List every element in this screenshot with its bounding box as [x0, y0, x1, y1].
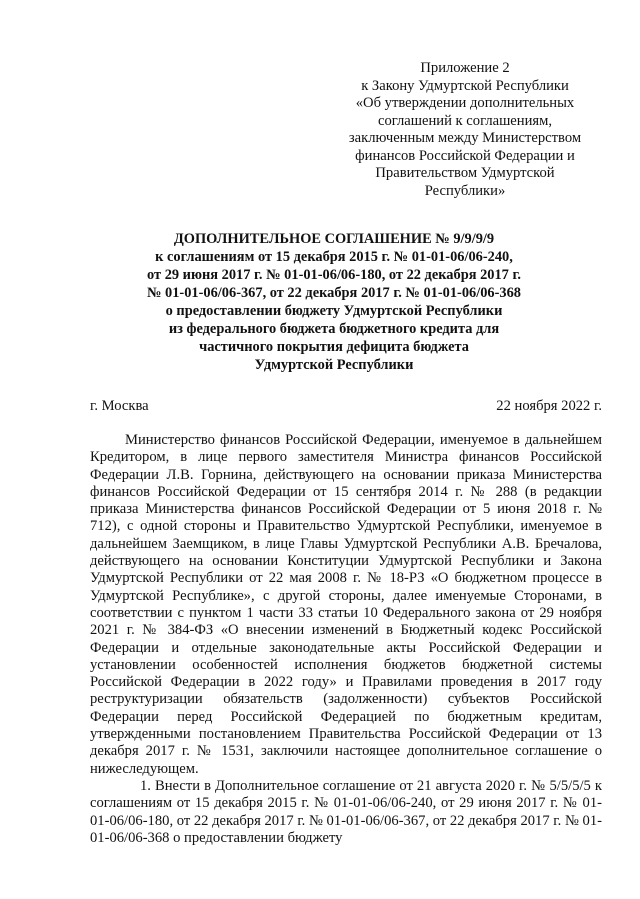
appendix-line: Правительством Удмуртской: [375, 165, 555, 181]
title-line: ДОПОЛНИТЕЛЬНОЕ СОГЛАШЕНИЕ № 9/9/9/9: [173, 231, 495, 247]
appendix-line: к Закону Удмуртской Республики: [361, 77, 569, 94]
title-line: из федерального бюджета бюджетного кредита для: [168, 321, 500, 337]
appendix-line: Приложение 2: [420, 60, 510, 76]
appendix-line: «Об утверждении дополнительных: [355, 95, 575, 111]
paragraph-parties: Министерство финансов Российской Федерации, именуемое в дальнейшем Кредитором, в лице первого заместителя Министра финансов Российской Федерации Л.В. Горнина, действующего на основании приказа Министерства финансов Российской Федерации от 15 сентября 2014 г. № 288 (в редакции приказа Министерства финансов Российской Федерации от 5 июня 2018 г. № 712), с одной стороны и Правительство Удмуртской Республики, именуемое в дальнейшем Заемщиком, в лице Главы Удмуртской Республики А.В. Бречалова, действующего на основании Конституции Удмуртской Республики и Закона Удмуртской Республики от 22 мая 2008 г. № 18-РЗ «О бюджетном процессе в Удмуртской Республике», с другой стороны, далее именуемые Сторонами, в соответствии с пунктом 1 части 33 статьи 10 Федерального закона от 29 ноября 2021 г. № 384-ФЗ «О внесении изменений в Бюджетный кодекс Российской Федерации и отдельные законодательные акты Российской Федерации и установлении особенностей исполнения бюджетов бюджетной системы Российской Федерации в 2022 году» и Правилами проведения в 2017 году реструктуризации обязательств (задолженности) субъектов Российской Федерации перед Российской Федерацией по бюджетным кредитам, утвержденными постановлением Правительства Российской Федерации от 13 декабря 2017 г. № 1531, заключили настоящее дополнительное соглашение о нижеследующем.: [90, 432, 602, 777]
title-line: частичного покрытия дефицита бюджета: [199, 339, 469, 355]
title-line: к соглашениям от 15 декабря 2015 г. № 01-01-06/06-240,: [155, 249, 513, 265]
appendix-header: [320, 60, 610, 200]
appendix-line: финансов Российской Федерации и: [355, 147, 575, 164]
place: г. Москва: [90, 398, 149, 414]
appendix-line: Республики»: [424, 182, 506, 199]
appendix-line: заключенным между Министерством: [348, 130, 582, 146]
title-line: от 29 июня 2017 г. № 01-01-06/06-180, от 22 декабря 2017 г.: [147, 267, 521, 283]
title-line: Удмуртской Республики: [254, 357, 414, 373]
appendix-line: соглашений к соглашениям,: [377, 112, 553, 129]
paragraph-clause-1: 1. Внести в Дополнительное соглашение от 21 августа 2020 г. № 5/5/5/5 к соглашениям от 15 декабря 2015 г. № 01-01-06/06-240, от 29 июня 2017 г. № 01-01-06/06-180, от 22 декабря 2017 г. № 01-01-06/06-367, от 22 декабря 2017 г. № 01-01-06/06-368 о предоставлении бюджету: [90, 777, 602, 846]
title-line: № 01-01-06/06-367, от 22 декабря 2017 г. № 01-01-06/06-368: [146, 285, 522, 301]
title-line: о предоставлении бюджету Удмуртской Республики: [165, 303, 503, 319]
document-title: [60, 230, 608, 374]
document-body: [90, 432, 602, 847]
date: 22 ноября 2022 г.: [496, 398, 602, 414]
place-date-row: [90, 398, 602, 415]
